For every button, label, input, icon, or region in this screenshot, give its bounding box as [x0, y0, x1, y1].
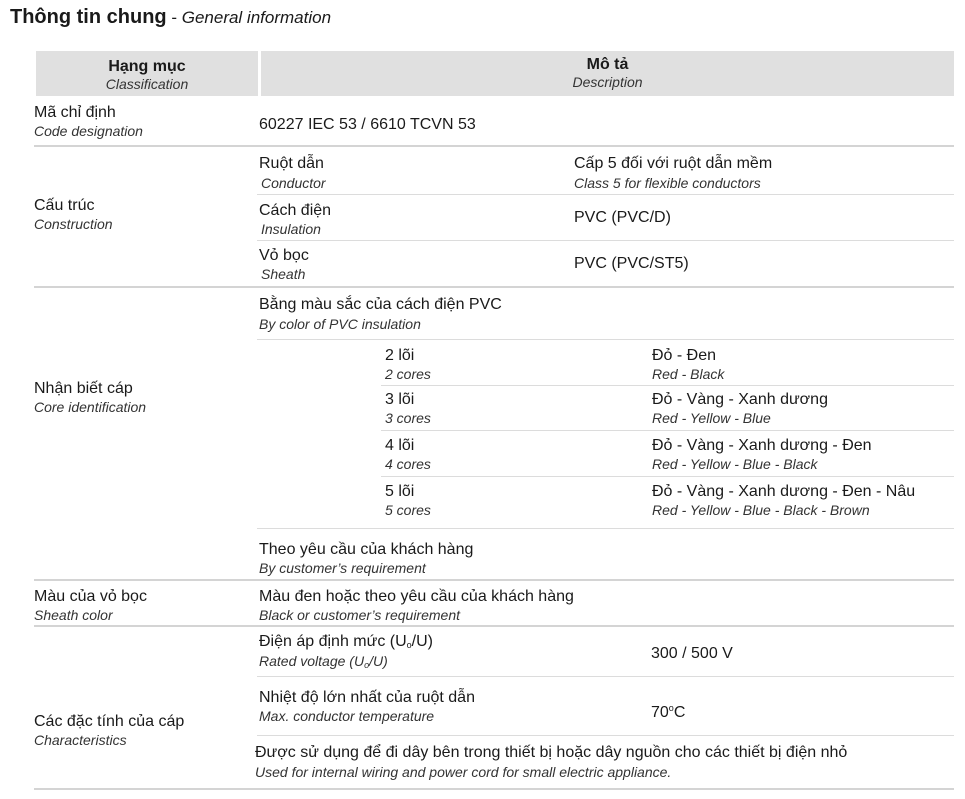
colors-2-vi: Đỏ - Đen [652, 347, 717, 364]
conductor-label-en: Conductor [261, 175, 326, 191]
divider [34, 145, 954, 147]
voltage-vi-pre: Điện áp định mức (U [259, 633, 407, 650]
temperature-value-num: 70 [651, 704, 669, 721]
voltage-vi-sub: o [406, 640, 412, 650]
sheath-label-vi: Vỏ bọc [259, 247, 309, 264]
title-vi: Thông tin chung [10, 6, 167, 28]
divider [257, 194, 954, 195]
divider [257, 676, 954, 677]
divider [34, 579, 954, 581]
colors-3-vi: Đỏ - Vàng - Xanh dương [652, 391, 828, 408]
code-value: 60227 IEC 53 / 6610 TCVN 53 [259, 116, 476, 133]
temperature-value [651, 704, 685, 722]
cores-3-vi: 3 lõi [385, 391, 415, 408]
divider [34, 286, 954, 288]
temperature-label-vi: Nhiệt độ lớn nhất của ruột dẫn [259, 689, 475, 706]
identification-intro-vi: Bằng màu sắc của cách điện PVC [259, 296, 502, 313]
divider [381, 476, 954, 477]
sheath-color-label-en: Sheath color [34, 607, 113, 623]
page-title [10, 6, 331, 29]
colors-5-vi: Đỏ - Vàng - Xanh dương - Đen - Nâu [652, 483, 916, 500]
divider [257, 735, 954, 736]
divider [257, 339, 954, 340]
divider [257, 528, 954, 529]
voltage-label-en [259, 653, 388, 669]
identification-intro-en: By color of PVC insulation [259, 316, 421, 332]
cores-5-vi: 5 lõi [385, 483, 415, 500]
voltage-vi-post: /U) [411, 633, 433, 650]
sheath-color-label-vi: Màu của vỏ bọc [34, 588, 147, 605]
temperature-label-en: Max. conductor temperature [259, 708, 435, 724]
code-label-en: Code designation [34, 123, 143, 139]
divider [34, 625, 954, 627]
header-classification-en: Classification [105, 76, 189, 92]
cores-4-vi: 4 lõi [385, 437, 415, 454]
identification-custom-en: By customer’s requirement [259, 560, 426, 576]
insulation-label-vi: Cách điện [259, 202, 332, 219]
insulation-value: PVC (PVC/D) [574, 209, 671, 226]
voltage-label-vi [259, 633, 433, 651]
title-separator: - [166, 8, 182, 27]
cores-3-en: 3 cores [385, 410, 431, 426]
voltage-en-post: /U) [369, 653, 388, 669]
identification-custom-vi: Theo yêu cầu của khách hàng [259, 541, 474, 558]
code-label-vi: Mã chỉ định [34, 104, 116, 121]
title-en: General information [181, 8, 332, 27]
sheath-color-value-en: Black or customer’s requirement [259, 607, 461, 623]
cores-4-en: 4 cores [385, 456, 431, 472]
voltage-value: 300 / 500 V [651, 645, 733, 662]
sheath-color-value-vi: Màu đen hoặc theo yêu cầu của khách hàng [259, 588, 574, 605]
temperature-value-unit: C [673, 704, 686, 721]
usage-vi: Được sử dụng để đi dây bên trong thiết bị hoặc dây nguồn cho các thiết bị điện nhỏ [255, 744, 848, 761]
cores-2-en: 2 cores [385, 366, 431, 382]
divider [381, 385, 954, 386]
identification-label-vi: Nhận biết cáp [34, 380, 133, 397]
colors-5-en: Red - Yellow - Blue - Black - Brown [652, 502, 870, 518]
sheath-label-en: Sheath [261, 266, 306, 282]
cores-2-vi: 2 lõi [385, 347, 415, 364]
temperature-value-degree: o [668, 703, 674, 713]
construction-label-vi: Cấu trúc [34, 197, 95, 214]
divider [34, 788, 954, 790]
construction-label-en: Construction [34, 216, 113, 232]
usage-en: Used for internal wiring and power cord for small electric appliance. [255, 764, 672, 780]
header-classification [36, 51, 258, 96]
colors-4-vi: Đỏ - Vàng - Xanh dương - Đen [652, 437, 872, 454]
divider [257, 240, 954, 241]
identification-label-en: Core identification [34, 399, 147, 415]
insulation-label-en: Insulation [261, 221, 321, 237]
header-classification-vi: Hạng mục [108, 58, 186, 75]
header-description [261, 51, 954, 96]
voltage-en-pre: Rated voltage (U [259, 653, 365, 669]
colors-3-en: Red - Yellow - Blue [652, 410, 771, 426]
colors-2-en: Red - Black [652, 366, 725, 382]
conductor-label-vi: Ruột dẫn [259, 155, 324, 172]
divider [381, 430, 954, 431]
sheath-value: PVC (PVC/ST5) [574, 255, 689, 272]
conductor-value-en: Class 5 for flexible conductors [574, 175, 761, 191]
voltage-en-sub: o [364, 660, 370, 670]
header-description-vi: Mô tả [586, 56, 629, 73]
header-description-en: Description [572, 74, 643, 90]
characteristics-label-vi: Các đặc tính của cáp [34, 713, 185, 730]
characteristics-label-en: Characteristics [34, 732, 127, 748]
conductor-value-vi: Cấp 5 đối với ruột dẫn mềm [574, 155, 773, 172]
cores-5-en: 5 cores [385, 502, 431, 518]
colors-4-en: Red - Yellow - Blue - Black [652, 456, 818, 472]
